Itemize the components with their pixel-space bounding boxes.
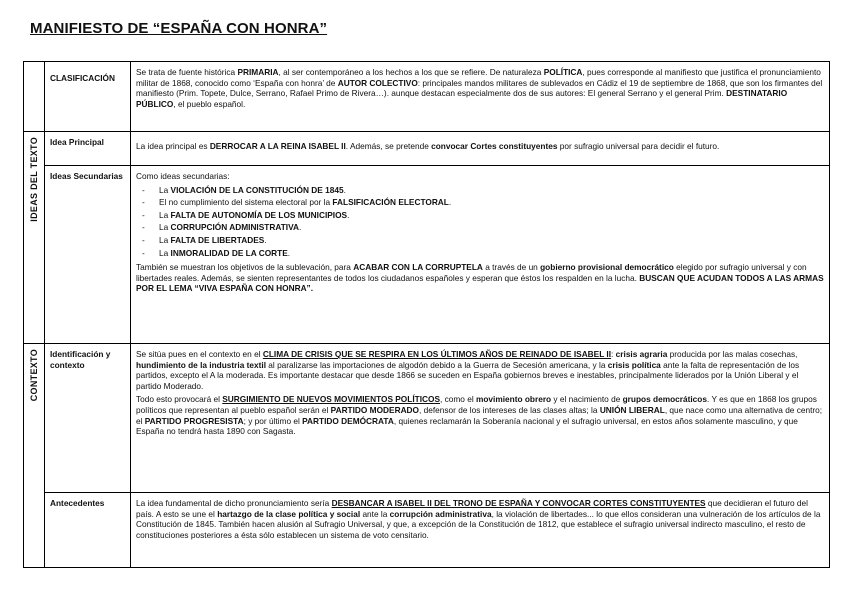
list-item bbox=[136, 247, 824, 260]
ideas-intro: Como ideas secundarias: bbox=[136, 171, 230, 181]
bold-run: corrupción administrativa bbox=[389, 508, 492, 519]
bold-run: gobierno provisional democrático bbox=[540, 262, 674, 273]
bold-run: FALSIFICACIÓN ELECTORAL bbox=[332, 197, 449, 208]
bold-run: BUSCAN QUE ACUDAN TODOS A LAS ARMAS POR EL LEMA “VIVA ESPAÑA CON HONRA”. bbox=[136, 272, 824, 294]
bold-run: hundimiento de la industria textil bbox=[136, 359, 266, 370]
list-item bbox=[136, 184, 824, 197]
bold-run: PRIMARIA bbox=[237, 67, 279, 77]
idea-principal-label: Idea Principal bbox=[45, 132, 131, 166]
text-run: . bbox=[343, 184, 346, 195]
bold-run: INMORALIDAD DE LA CORTE bbox=[170, 247, 288, 258]
row-idea-principal bbox=[24, 132, 830, 166]
text-run: , que nace como una alternativa de centro; el bbox=[136, 404, 823, 426]
text-run: , pues corresponde al manifiesto que justifica el pronunciamiento militar de 1868, conocido como ‘España con honra’ de bbox=[136, 67, 821, 88]
text-run: ; y por último el bbox=[243, 415, 303, 426]
text-run: elegido por sufragio universal y con libertades reales. Además, se sienten representantes de todos los ciudadanos españoles y esperan que éstos los respalden en la lucha. bbox=[136, 262, 807, 283]
text-run: Se trata de fuente histórica bbox=[136, 67, 238, 77]
bold-run: VIOLACIÓN DE LA CONSTITUCIÓN DE 1845 bbox=[170, 184, 344, 195]
text-run: La bbox=[159, 222, 171, 233]
text-run: . bbox=[264, 234, 267, 245]
list-item bbox=[136, 234, 824, 247]
list-item bbox=[136, 209, 824, 222]
text-run: , defensor de los intereses de las clases altas; la bbox=[419, 404, 600, 415]
dash-marker: - bbox=[142, 234, 145, 245]
bold-run: UNIÓN LIBERAL bbox=[599, 404, 665, 415]
row-clasificacion bbox=[24, 62, 830, 132]
text-run: , al ser contemporáneo a los hechos a los que se refiere. De naturaleza bbox=[278, 67, 544, 77]
text-run: al paralizarse las importaciones de algodón debido a la Guerra de Secesión americana, y la bbox=[266, 359, 608, 370]
text-run: Se sitúa pues en el contexto en el bbox=[136, 349, 263, 359]
document-title: MANIFIESTO DE “ESPAÑA CON HONRA” bbox=[30, 20, 328, 37]
row-identificacion bbox=[24, 344, 830, 493]
underlined-run: SURGIMIENTO DE NUEVOS MOVIMIENTOS POLÍTICOS bbox=[222, 394, 440, 405]
text-run: por sufragio universal para decidir el futuro. bbox=[557, 141, 720, 151]
ideas-paragraph bbox=[136, 262, 824, 294]
bold-run: crisis política bbox=[607, 359, 661, 370]
row-ideas-secundarias bbox=[24, 166, 830, 344]
text-run: , la violación de libertades... lo que ellos consideran una vulneración de los artículos de la Constitución de 1845. También hacen alusión al Sufragio Universal, y que, a excepción de la Constitución de 1812, que establece el sufragio universal indirecto masculino, el resto de constituciones posteriores a ésta sólo establecen un sistema de voto censitario. bbox=[136, 508, 821, 540]
bold-run: movimiento obrero bbox=[475, 394, 552, 405]
bold-run: PARTIDO MODERADO bbox=[330, 404, 420, 415]
text-run: El no cumplimiento del sistema electoral por la bbox=[159, 197, 333, 208]
idea-principal-text bbox=[131, 132, 830, 166]
bold-run: FALTA DE LIBERTADES bbox=[170, 234, 265, 245]
bold-run: DESTINATARIO PÚBLICO bbox=[136, 88, 788, 109]
list-item bbox=[136, 196, 824, 209]
antecedentes-text bbox=[131, 493, 830, 568]
text-run: ante la falta de representación de los partidos, excepto el A la moderada. Es importante destacar que desde 1866 se suceden en España gobiernos breves e inestables, principalmente liderados por la Unión Liberal y el partido Moderado. bbox=[136, 359, 800, 391]
text-run: . bbox=[299, 222, 302, 233]
text-run: : principales mandos militares de sublevados en Cádiz el 19 de septiembre de 1868, que son los firmantes del manifiesto (Prim. Topete, Dulce, Serrano, Rafael Primo de Rivera…). aunque destacan especialmente dos de sus autores: El general Serrano y el general Prim. bbox=[136, 77, 823, 99]
clasificacion-text bbox=[131, 62, 830, 132]
empty-section-cell bbox=[24, 62, 45, 132]
text-run: , quienes reclamarán la Soberanía nacional y el sufragio universal, en estos años solamente masculino, y que España no tendrá hasta 1890 con Sagasta. bbox=[136, 415, 798, 437]
text-run: . bbox=[448, 197, 452, 208]
ideas-list bbox=[136, 184, 824, 260]
text-run: . bbox=[347, 209, 350, 220]
bold-run: POLÍTICA bbox=[543, 67, 583, 77]
bold-run: CORRUPCIÓN ADMINISTRATIVA bbox=[170, 222, 299, 233]
contexto-paragraph bbox=[136, 349, 824, 391]
text-run: La bbox=[159, 234, 171, 245]
text-run: , como el bbox=[440, 394, 476, 405]
text-run: : bbox=[611, 349, 616, 359]
bold-run: FALTA DE AUTONOMÍA DE LOS MUNICIPIOS bbox=[170, 209, 348, 220]
antecedentes-label: Antecedentes bbox=[45, 493, 131, 568]
identificacion-text bbox=[131, 344, 830, 493]
bold-run: hartazgo de la clase política y social bbox=[217, 508, 361, 519]
bold-run: PARTIDO PROGRESISTA bbox=[144, 415, 244, 426]
row-antecedentes bbox=[24, 493, 830, 568]
text-run: . Y es que en 1868 los grupos políticos que representan al pueblo español serán el bbox=[136, 394, 817, 415]
list-item bbox=[136, 221, 824, 234]
underlined-run: DESBANCAR A ISABEL II DEL TRONO DE ESPAÑA Y CONVOCAR CORTES CONSTITUYENTES bbox=[331, 498, 706, 508]
text-run: . Además, se pretende bbox=[345, 141, 432, 151]
identificacion-label: Identificación y contexto bbox=[45, 344, 131, 493]
clasificacion-label: CLASIFICACIÓN bbox=[45, 62, 131, 132]
text-run: y el nacimiento de bbox=[551, 394, 623, 405]
ideas-secundarias-text bbox=[131, 166, 830, 344]
text-run: . bbox=[287, 247, 291, 258]
bold-run: DERROCAR A LA REINA ISABEL II bbox=[209, 141, 346, 151]
ideas-section-label: IDEAS DEL TEXTO bbox=[29, 137, 39, 222]
text-run: , el pueblo español. bbox=[173, 98, 246, 109]
text-run: que decidieran el futuro del país. A esto se une el bbox=[136, 498, 808, 519]
bold-run: grupos democráticos bbox=[622, 394, 707, 405]
analysis-table bbox=[23, 61, 830, 568]
dash-marker: - bbox=[142, 197, 145, 208]
text-run: a través de un bbox=[482, 262, 541, 273]
text-run: La bbox=[159, 209, 171, 220]
text-run: La idea fundamental de dicho pronunciamiento sería bbox=[136, 498, 332, 508]
dash-marker: - bbox=[142, 247, 145, 258]
text-run: La bbox=[159, 184, 171, 195]
contexto-section-label: CONTEXTO bbox=[29, 349, 39, 402]
text-run: Todo esto provocará el bbox=[136, 394, 223, 405]
bold-run: ACABAR CON LA CORRUPTELA bbox=[353, 262, 483, 273]
text-run: La idea principal es bbox=[136, 141, 210, 151]
bold-run: AUTOR COLECTIVO bbox=[337, 77, 418, 88]
bold-run: crisis agraria bbox=[615, 349, 668, 359]
contexto-paragraph bbox=[136, 394, 824, 436]
ideas-section-cell bbox=[24, 132, 45, 344]
dash-marker: - bbox=[142, 222, 145, 233]
dash-marker: - bbox=[142, 184, 145, 195]
bold-run: convocar Cortes constituyentes bbox=[431, 141, 558, 151]
text-run: producida por las malas cosechas, bbox=[667, 349, 798, 359]
dash-marker: - bbox=[142, 209, 145, 220]
text-run: ante la bbox=[360, 508, 390, 519]
bold-run: PARTIDO DEMÓCRATA bbox=[302, 415, 394, 426]
text-run: La bbox=[159, 247, 171, 258]
contexto-section-cell bbox=[24, 344, 45, 568]
text-run: También se muestran los objetivos de la sublevación, para bbox=[136, 262, 354, 273]
ideas-secundarias-label: Ideas Secundarias bbox=[45, 166, 131, 344]
underlined-run: CLIMA DE CRISIS QUE SE RESPIRA EN LOS ÚLTIMOS AÑOS DE REINADO DE ISABEL II bbox=[262, 349, 612, 359]
